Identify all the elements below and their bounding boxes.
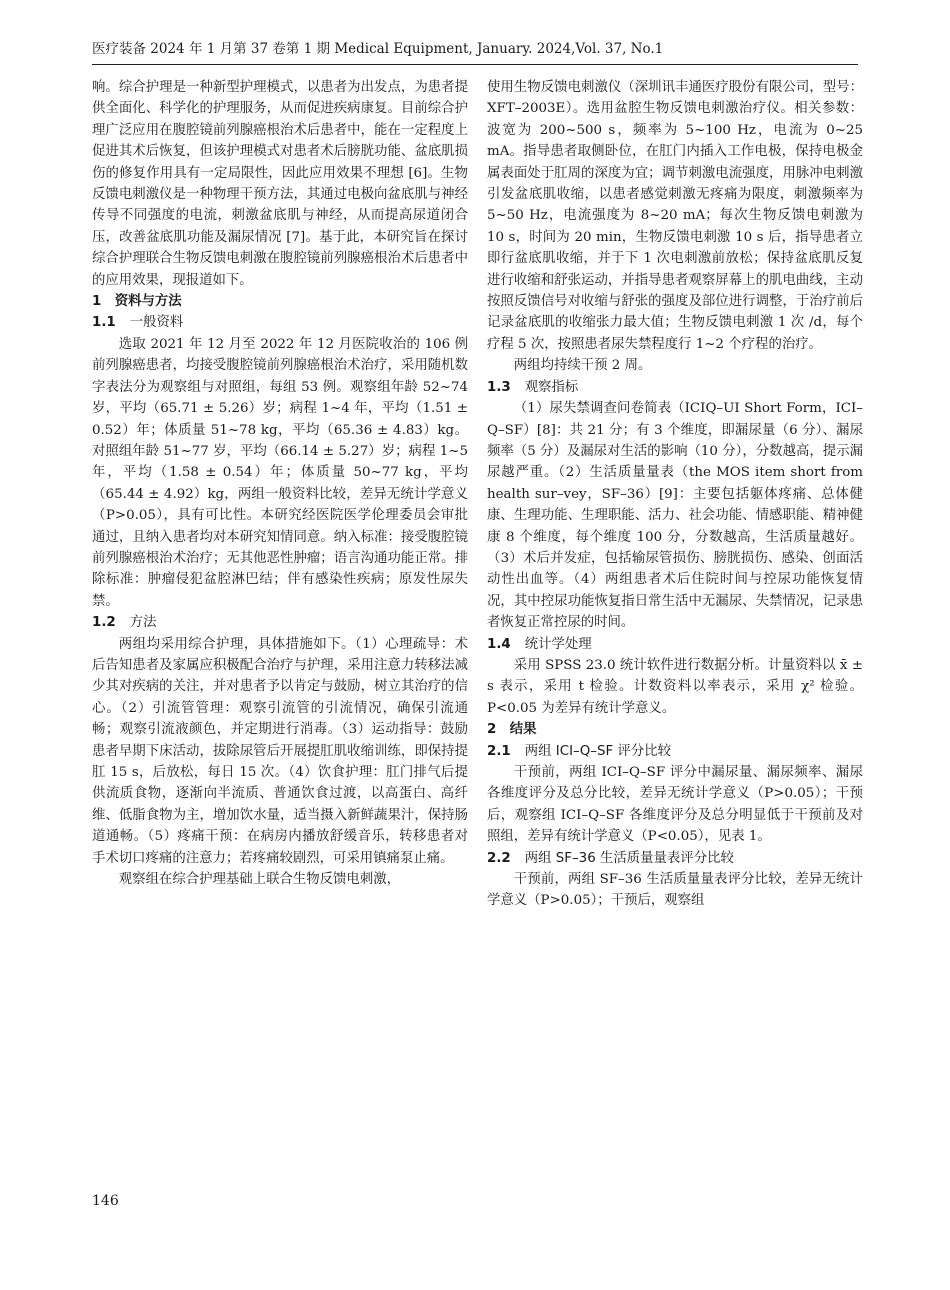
section-2-1-number: 2.1	[487, 743, 511, 759]
section-2-2-heading	[487, 848, 863, 869]
observation-group-paragraph-start: 观察组在综合护理基础上联合生物反馈电刺激，	[118, 872, 400, 888]
section-1-heading	[92, 291, 468, 312]
section-1-title: 资料与方法	[114, 294, 182, 310]
section-2-heading	[487, 719, 863, 740]
section-1-3-number: 1.3	[487, 379, 511, 395]
section-2-2-number: 2.2	[487, 850, 511, 866]
right-column	[487, 77, 863, 912]
section-1-1-number: 1.1	[92, 315, 116, 331]
section-1-4-number: 1.4	[487, 636, 511, 652]
section-1-number: 1	[92, 294, 102, 310]
section-1-2-title: 方法	[129, 615, 157, 631]
section-1-1-heading	[92, 312, 468, 333]
general-data-paragraph: 选取 2021 年 12 月至 2022 年 12 月医院收治的 106 例前列腺癌患者，均接受腹腔镜前列腺癌根治术治疗，采用随机数字表法分为观察组与对照组，每组 53 例。观察组年龄 52~74 岁，平均（65.71 ± 5.26）岁；病程 1~4 年，平均（1.51 ± 0.52）年；体质量 51~78 kg，平均（65.36 ± 4.83）kg。对照组年龄 51~77 岁，平均（66.14 ± 5.27）岁；病程 1~5 年，平均（1.58 ± 0.54）年；体质量 50~77 kg，平均（65.44 ± 4.92）kg，两组一般资料比较，差异无统计学意义（P>0.05），具有可比性。本研究经医院医学伦理委员会审批通过，且纳入患者均对本研究知情同意。纳入标准：接受腹腔镜前列腺癌根治术治疗；无其他恶性肿瘤；语言沟通功能正常。排除标准：肿瘤侵犯盆腔淋巴结；伴有感染性疾病；原发性尿失禁。	[92, 336, 468, 609]
section-2-2-title: 两组 SF–36 生活质量量表评分比较	[524, 850, 734, 866]
section-2-title: 结果	[509, 722, 537, 738]
indicators-paragraph: （1）尿失禁调查问卷简表（ICIQ–UI Short Form，ICI–Q–SF）[8]：共 21 分；有 3 个维度，即漏尿量（6 分）、漏尿频率（5 分）及漏尿对生活的影响（10 分），分数越高，提示漏尿越严重。（2）生活质量量表（the MOS item short from health sur–vey，SF–36）[9]：主要包括躯体疼痛、总体健康、生理功能、生理职能、活力、社会功能、情感职能、精神健康 8 个维度，每个维度 100 分，分数越高，生活质量越好。（3）术后并发症，包括输尿管损伤、膀胱损伤、感染、创面活动性出血等。（4）两组患者术后住院时间与控尿功能恢复情况，其中控尿功能恢复指日常生活中无漏尿、失禁情况，记录患者恢复正常控尿的时间。	[487, 401, 863, 631]
statistics-paragraph: 采用 SPSS 23.0 统计软件进行数据分析。计量资料以 x̄ ± s 表示，采用 t 检验。计数资料以率表示，采用 χ² 检验。P<0.05 为差异有统计学意义。	[487, 657, 863, 716]
sf36-results-paragraph: 干预前，两组 SF–36 生活质量量表评分比较，差异无统计学意义（P>0.05）；干预后，观察组	[487, 872, 863, 909]
running-header: 医疗装备 2024 年 1 月第 37 卷第 1 期 Medical Equipment, January. 2024,Vol. 37, No.1	[92, 41, 664, 57]
intro-paragraph: 响。综合护理是一种新型护理模式，以患者为出发点，为患者提供全面化、科学化的护理服务，从而促进疾病康复。目前综合护理广泛应用在腹腔镜前列腺癌根治术后患者中，能在一定程度上促进其术后恢复，但该护理模式对患者术后膀胱功能、盆底肌损伤的修复作用具有一定局限性，因此应用效果不理想 [6]。生物反馈电刺激仪是一种物理干预方法，其通过电极向盆底肌与神经传导不同强度的电流，刺激盆底肌与神经，从而提高尿道闭合压，改善盆底肌功能及漏尿情况 [7]。基于此，本研究旨在探讨综合护理联合生物反馈电刺激在腹腔镜前列腺癌根治术后患者中的应用效果，现报道如下。	[92, 80, 468, 288]
icqsf-results-paragraph: 干预前，两组 ICI–Q–SF 评分中漏尿量、漏尿频率、漏尿各维度评分及总分比较，差异无统计学意义（P>0.05）；干预后，观察组 ICI–Q–SF 各维度评分及总分明显低于干预前及对照组，差异有统计学意义（P<0.05），见表 1。	[487, 765, 863, 845]
section-1-4-heading	[487, 634, 863, 655]
header-rule	[92, 64, 858, 65]
page-number: 146	[92, 1193, 119, 1209]
section-1-1-title: 一般资料	[129, 315, 184, 331]
section-1-3-heading	[487, 377, 863, 398]
section-1-2-number: 1.2	[92, 615, 116, 631]
left-column	[92, 77, 468, 890]
duration-paragraph: 两组均持续干预 2 周。	[513, 358, 652, 374]
section-2-number: 2	[487, 722, 497, 738]
section-2-1-heading	[487, 741, 863, 762]
section-2-1-title: 两组 ICI–Q–SF 评分比较	[524, 743, 671, 759]
method-paragraph: 两组均采用综合护理，具体措施如下。（1）心理疏导：术后告知患者及家属应积极配合治疗与护理，采用注意力转移法减少其对疾病的关注，并对患者予以肯定与鼓励，树立其治疗的信心。（2）引流管管理：观察引流管的引流情况，确保引流通畅；观察引流液颜色，并定期进行消毒。（3）运动指导：鼓励患者早期下床活动，拔除尿管后开展提肛肌收缩训练，即保持提肛 15 s，后放松，每日 15 次。（4）饮食护理：肛门排气后提供流质食物，逐渐向半流质、普通饮食过渡，以高蛋白、高纤维、低脂食物为主，增加饮水量，适当摄入新鲜蔬果汁，保持肠道通畅。（5）疼痛干预：在病房内播放舒缓音乐，转移患者对手术切口疼痛的注意力；若疼痛较剧烈，可采用镇痛泵止痛。	[92, 636, 468, 866]
section-1-3-title: 观察指标	[524, 379, 579, 395]
section-1-4-title: 统计学处理	[524, 636, 592, 652]
section-1-2-heading	[92, 612, 468, 633]
device-paragraph: 使用生物反馈电刺激仪（深圳讯丰通医疗股份有限公司，型号：XFT–2003E）。选用盆腔生物反馈电刺激治疗仪。相关参数：波宽为 200~500 s，频率为 5~100 Hz，电流为 0~25 mA。指导患者取侧卧位，在肛门内插入工作电极，保持电极金属表面处于肛周的深度为宜；调节刺激电流强度，用脉冲电刺激引发盆底肌收缩，以患者感觉刺激无疼痛为限度，刺激频率为 5~50 Hz，电流强度为 8~20 mA；每次生物反馈电刺激为 10 s，时间为 20 min，生物反馈电刺激 10 s 后，指导患者立即行盆底肌收缩，并于下 1 次电刺激前放松；保持盆底肌反复进行收缩和舒张运动，并指导患者观察屏幕上的肌电曲线，主动按照反馈信号对收缩与舒张的强度及部位进行调整，于治疗前后记录盆底肌的收缩张力最大值；生物反馈电刺激 1 次 /d，每个疗程 5 次，按照患者尿失禁程度行 1~2 个疗程的治疗。	[487, 80, 863, 352]
